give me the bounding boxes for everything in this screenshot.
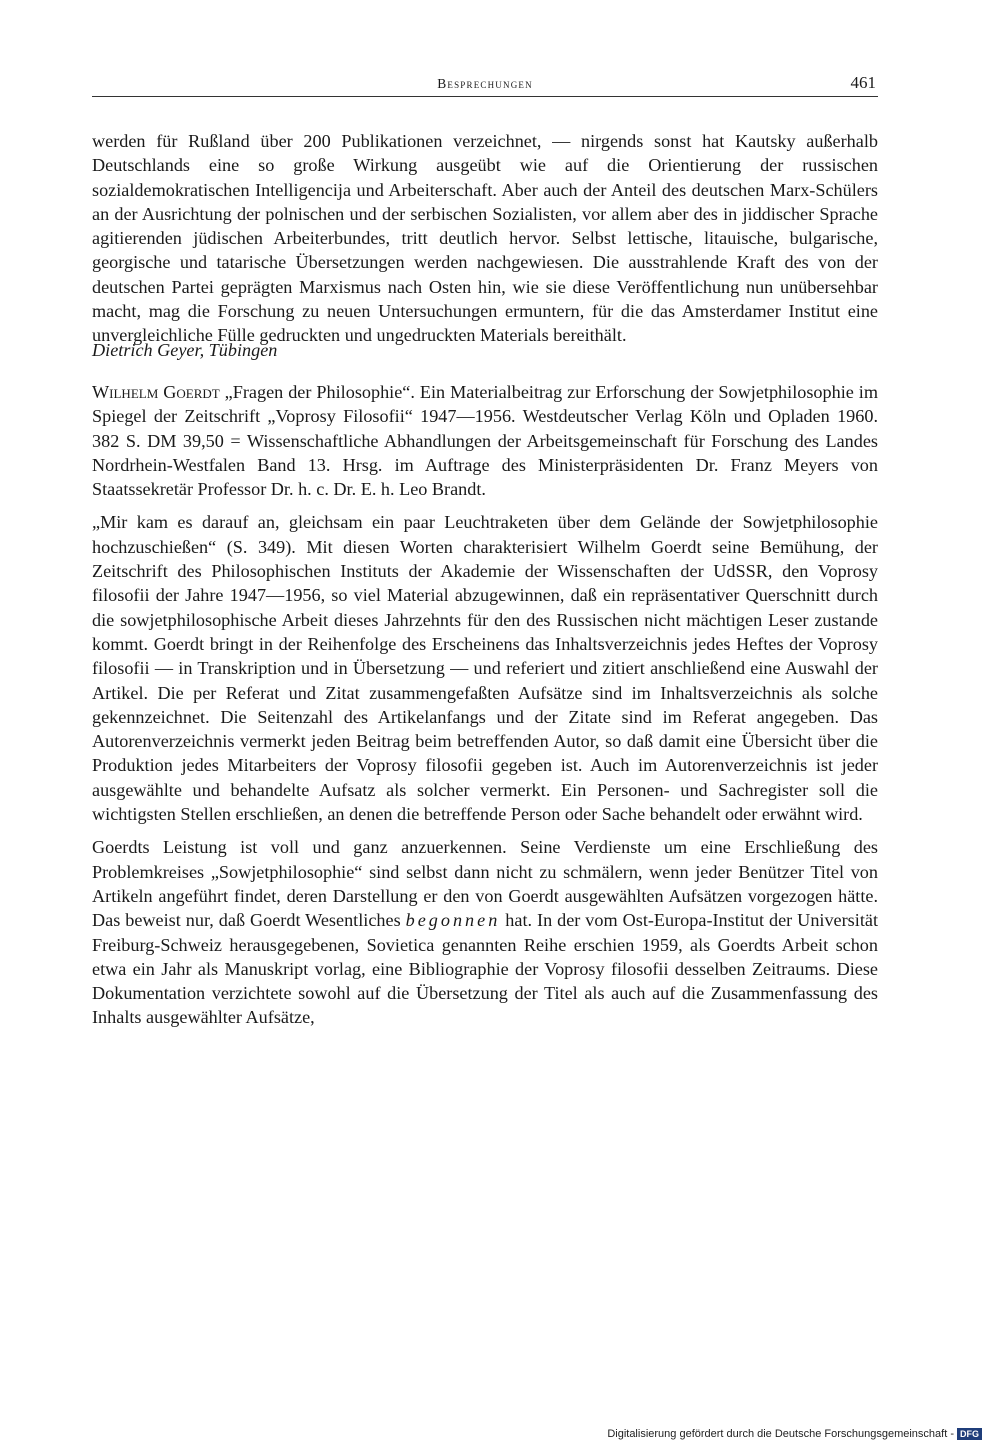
header-rule	[92, 96, 878, 97]
review-paragraph-2-after: hat. In der vom Ost-Europa-Institut der Universität Freiburg-Schweiz herausgegebenen, Sovietica genannten Reihe erschien 1959, als Goerdts Arbeit schon etwa ein Jahr als Manuskript vorlag, eine Bibliographie der Voprosy filosofii desselben Zeitraums. Diese Dokumentation verzichtete sowohl auf die Übersetzung der Titel als auch auf die Zusammenfassung des Inhalts ausgewählter Aufsätze,	[92, 910, 878, 1028]
footer-text: Digitalisierung gefördert durch die Deutsche Forschungsgemeinschaft -	[607, 1428, 954, 1440]
dfg-logo: DFG	[957, 1428, 982, 1440]
body-text	[92, 129, 878, 1039]
book-details: „Fragen der Philosophie“. Ein Materialbeitrag zur Erforschung der Sowjetphilosophie im Spiegel der Zeitschrift „Voprosy Filosofii“ 1947—1956. Westdeutscher Verlag Köln und Opladen 1960. 382 S. DM 39,50 = Wissenschaftliche Abhandlungen der Arbeitsgemeinschaft für Forschung des Landes Nordrhein-Westfalen Band 13. Hrsg. im Auftrage des Ministerpräsidenten Dr. Franz Meyers von Staatssekretär Professor Dr. h. c. Dr. E. h. Leo Brandt.	[92, 381, 878, 500]
review-paragraph-2	[92, 835, 878, 1029]
digitization-footer	[607, 1428, 982, 1440]
previous-review-ending: werden für Rußland über 200 Publikationen verzeichnet, — nirgends sonst hat Kautsky außerhalb Deutschlands eine so große Wirkung ausgeübt wie auf die Orientierung der russischen sozialdemokratischen Intelligencija und Arbeiterschaft. Aber auch der Anteil des deutschen Marx-Schülers an der Ausrichtung der polnischen und der serbischen Sozialisten, vor allem aber des in jiddischer Sprache agitierenden jüdischen Arbeiterbundes, tritt deutlich hervor. Selbst lettische, litauische, bulgarische, georgische und tatarische Übersetzungen werden nachgewiesen. Die ausstrahlende Kraft des von der deutschen Partei geprägten Marxismus nach Osten hin, wie sie diese Veröffentlichung nun unübersehbar macht, mag die Forschung zu neuen Untersuchungen ermuntern, für die das Amsterdamer Institut eine unvergleichliche Fülle gedruckten und ungedruckten Materials bereithält.	[92, 131, 878, 346]
review-paragraph-2-before: Goerdts Leistung ist voll und ganz anzuerkennen. Seine Verdienste um eine Erschließung des Problemkreises „Sowjetphilosophie“ sind selbst dann nicht zu schmälern, wenn jeder Benützer Titel von Artikeln angeführt findet, deren Darstellung er den von Goerdt ausgewählten Aufsätzen vorgezogen hätte. Das beweist nur, daß Goerdt Wesentliches	[92, 837, 878, 931]
running-head	[92, 73, 878, 98]
review-paragraph-1: „Mir kam es darauf an, gleichsam ein paar Leuchtraketen über dem Gelände der Sowjetphilosophie hochzuschießen“ (S. 349). Mit diesen Worten charakterisiert Wilhelm Goerdt seine Bemühung, der Zeitschrift des Philosophischen Instituts der Akademie der Wissenschaften der UdSSR, den Voprosy filosofii der Jahre 1947—1956, so viel Material abzugewinnen, daß ein repräsentativer Querschnitt durch die sowjetphilosophische Arbeit dieses Jahrzehnts für den des Russischen nicht mächtigen Leser zustande kommt. Goerdt bringt in der Reihenfolge des Erscheinens das Inhaltsverzeichnis jedes Heftes der Voprosy filosofii — in Transkription und in Übersetzung — und referiert und zitiert anschließend eine Auswahl der Artikel. Die per Referat und Zitat zusammengefaßten Aufsätze sind im Inhaltsverzeichnis als solche gekennzeichnet. Die Seitenzahl des Artikelanfangs und der Zitate sind im Referat angegeben. Das Autorenverzeichnis vermerkt jeden Beitrag beim betreffenden Autor, so daß damit eine Übersicht über die Produktion jedes Mitarbeiters der Voprosy filosofii gegeben ist. Auch im Autorenverzeichnis ist jeder ausgewählte und behandelte Aufsatz als solcher vermerkt. Ein Personen- und Sachregister soll die wichtigsten Stellen erschließen, an denen die betreffende Person oder Sache behandelt oder erwähnt wird.	[92, 512, 878, 825]
reviewer-signature: Dietrich Geyer, Tübingen	[92, 339, 278, 360]
emphasized-word: begonnen	[405, 910, 501, 931]
book-author: Wilhelm Goerdt	[92, 381, 220, 402]
book-entry	[92, 380, 878, 501]
page-number: 461	[850, 73, 876, 92]
section-title: Besprechungen	[437, 76, 533, 91]
